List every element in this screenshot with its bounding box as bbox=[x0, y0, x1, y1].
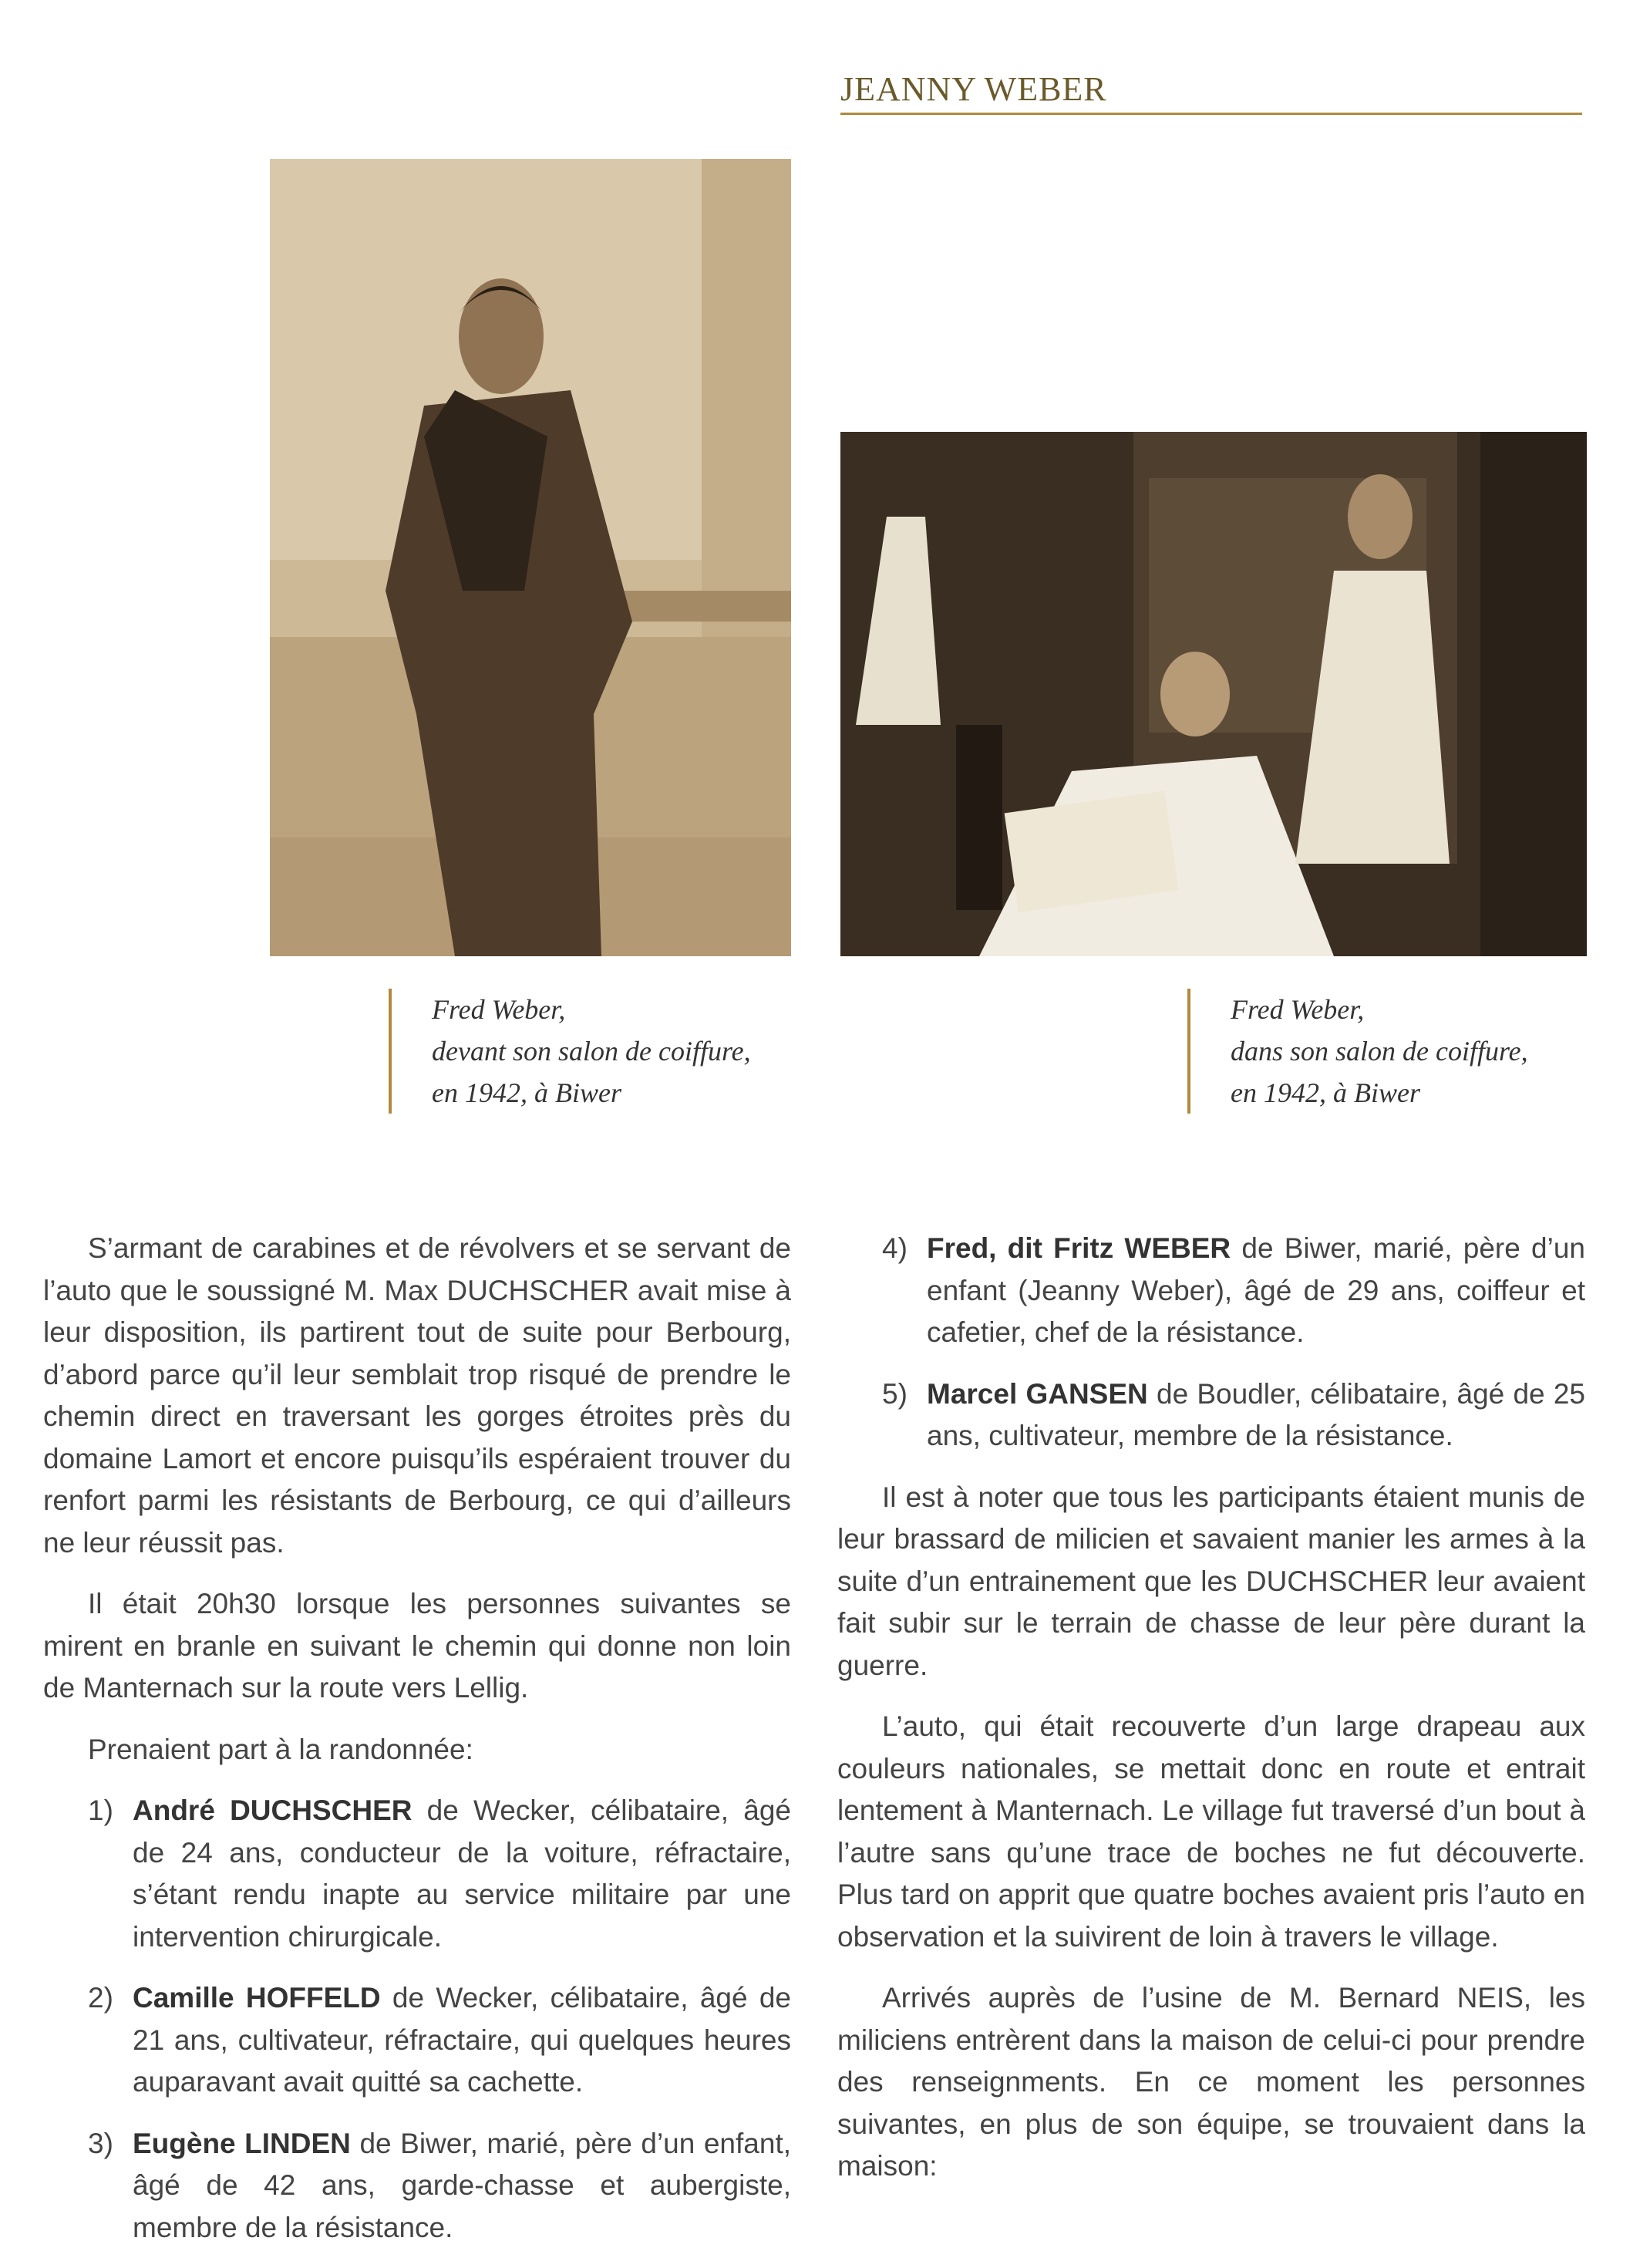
list-text bbox=[133, 2123, 791, 2249]
list-text bbox=[133, 1977, 791, 2104]
caption-line: devant son salon de coiffure, bbox=[432, 1036, 751, 1067]
list-text bbox=[927, 1228, 1585, 1354]
caption-line: Fred Weber, bbox=[432, 994, 566, 1025]
person-details: de Boudler, célibataire, âgé de 25 ans, cultivateur, membre de la résistance. bbox=[927, 1377, 1586, 1451]
list-item bbox=[43, 2123, 791, 2249]
left-column bbox=[43, 1228, 791, 2268]
person-name: André DUCHSCHER bbox=[133, 1795, 412, 1826]
person-name: Fred, dit Fritz WEBER bbox=[927, 1232, 1231, 1264]
list-number: 5) bbox=[882, 1377, 908, 1410]
right-column bbox=[837, 1228, 1585, 2207]
person-details: de Biwer, marié, père d’un enfant (Jeanny Weber), âgé de 29 ans, coiffeur et cafetier, chef de la résistance. bbox=[927, 1232, 1585, 1348]
list-number: 2) bbox=[88, 1982, 113, 2014]
caption-line: dans son salon de coiffure, bbox=[1231, 1036, 1528, 1067]
paragraph: Il était 20h30 lorsque les personnes suivantes se mirent en branle en suivant le chemin qui donne non loin de Manternach sur la route vers Lellig. bbox=[43, 1588, 791, 1704]
person-name: Marcel GANSEN bbox=[927, 1377, 1148, 1410]
list-item bbox=[43, 1977, 791, 2104]
paragraph: Il est à noter que tous les participants étaient munis de leur brassard de milicien et savaient manier les armes à la suite d’un entrainement que les DUCHSCHER leur avaient fait subir sur le terrain de chasse de leur père durant la guerre. bbox=[837, 1481, 1585, 1681]
list-text bbox=[927, 1373, 1585, 1458]
paragraph: L’auto, qui était recouverte d’un large drapeau aux couleurs nationales, se mettait donc en route et entrait lentement à Manternach. Le village fut traversé d’un bout à l’autre sans qu’une trace de boches ne fut découverte. Plus tard on apprit que quatre boches avaient pris l’auto en observation et la suivirent de loin à travers le village. bbox=[837, 1710, 1585, 1953]
list-number: 3) bbox=[88, 2127, 113, 2159]
person-name: Camille HOFFELD bbox=[133, 1982, 381, 2014]
list-text bbox=[133, 1790, 791, 1958]
photo-fred-weber-salon bbox=[840, 432, 1587, 956]
photo-fred-weber-outside bbox=[270, 159, 791, 956]
caption-line: en 1942, à Biwer bbox=[432, 1077, 621, 1108]
person-name: Eugène LINDEN bbox=[133, 2127, 351, 2159]
person-details: de Wecker, célibataire, âgé de 24 ans, conducteur de la voiture, réfractaire, s’étant rendu inapte au service militaire par une intervention chirurgicale. bbox=[133, 1795, 792, 1953]
paragraph: S’armant de carabines et de révolvers et se servant de l’auto que le soussigné M. Max DUCHSCHER avait mise à leur disposition, ils partirent tout de suite pour Berbourg, d’abord parce qu’il leur semblait trop risqué de prendre le chemin direct en traversant les gorges étroites près du domaine Lamort et encore puisqu’ils espéraient trouver du renfort parmi les résistants de Berbourg, ce qui d’ailleurs ne leur réussit pas. bbox=[43, 1232, 791, 1559]
photo-caption-right bbox=[1187, 989, 1528, 1114]
list-item bbox=[43, 1790, 791, 1958]
paragraph: Arrivés auprès de l’usine de M. Bernard NEIS, les miliciens entrèrent dans la maison de celui-ci pour prendre des renseignments. En ce moment les personnes suivantes, en plus de son équipe, se trouvaient dans la maison: bbox=[837, 1982, 1585, 2182]
list-item bbox=[882, 1228, 1585, 1354]
list-number: 1) bbox=[88, 1795, 113, 1826]
list-number: 4) bbox=[882, 1232, 908, 1264]
page-header-title: JEANNY WEBER bbox=[840, 71, 1582, 115]
caption-line: Fred Weber, bbox=[1231, 994, 1365, 1025]
person-details: de Biwer, marié, père d’un enfant, âgé de 42 ans, garde-chasse et aubergiste, membre de la résistance. bbox=[133, 2127, 792, 2243]
caption-line: en 1942, à Biwer bbox=[1231, 1077, 1420, 1108]
paragraph: Prenaient part à la randonnée: bbox=[88, 1733, 473, 1765]
list-item bbox=[882, 1373, 1585, 1458]
person-details: de Wecker, célibataire, âgé de 21 ans, cultivateur, réfractaire, qui quelques heures auparavant avait quitté sa cachette. bbox=[133, 1982, 791, 2098]
photo-caption-left bbox=[389, 989, 751, 1114]
